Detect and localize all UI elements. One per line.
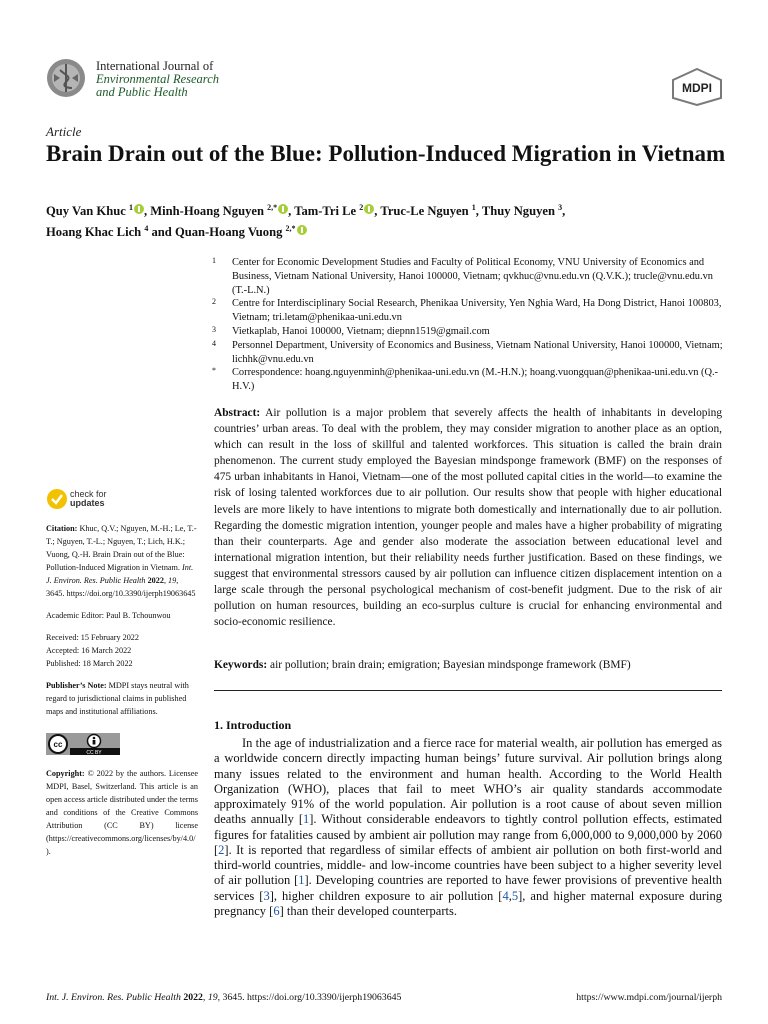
footer-volume: 19 [207,992,218,1003]
author-list [46,199,726,241]
affiliation-number: 4 [212,338,216,348]
author-affiliation-marker: 1 [471,203,476,212]
section-heading-introduction: 1. Introduction [214,718,292,732]
journal-header [46,58,726,106]
editor-label: Academic Editor: [46,611,104,620]
introduction-text: ] than their developed counterparts. [279,903,457,918]
author-name[interactable]: Minh-Hoang Nguyen [150,204,268,219]
article-type: Article [46,124,82,139]
keywords-text: air pollution; brain drain; emigration; Bayesian mindsponge framework (BMF) [270,659,631,671]
introduction-text: ], higher children exposure to air pollution [ [269,888,503,903]
citation-reference-link[interactable]: 1 [298,873,305,888]
copyright [46,767,198,858]
article-sidebar [46,488,198,867]
affiliation-item [212,339,724,367]
orcid-icon[interactable] [134,204,144,214]
copyright-text: © 2022 by the authors. Licensee MDPI, Basel, Switzerland. This article is an open access article distributed under the terms and conditions of the Creative Commons Attribution (CC BY) license (https://creativecommons.org/licenses/by/4.0/). [46,769,199,856]
check-for-updates-button[interactable] [46,488,198,516]
author-affiliation-marker: 2,* [285,224,296,234]
introduction-text: ]. It is reported that regardless of similar effects of ambient air pollution on both first-world and third-world countries, middle- and low-income countries have been subject to a higher severity level of air pollution [ [214,842,722,888]
copyright-label: Copyright: [46,769,85,778]
journal-logo-icon [46,58,86,98]
svg-text:CC BY: CC BY [86,750,102,755]
affiliation-item [212,325,724,339]
author-separator: , [475,204,482,219]
check-updates-line1: check for [70,489,107,499]
affiliation-item [212,366,724,394]
author-affiliation-marker: 4 [144,224,149,234]
keywords [214,657,722,673]
author-separator: , [143,204,151,219]
citation-reference-link[interactable]: 3 [263,888,270,903]
footer-citation: Int. J. Environ. Res. Public Health 2022, 19, 3645. https://doi.org/10.3390/ijerph19063645 [46,992,402,1003]
citation-reference-link[interactable]: 6 [273,903,280,918]
publisher-note [46,679,198,718]
footer-year: 2022 [183,992,203,1003]
affiliation-number: * [212,366,216,376]
publisher-note-text: MDPI stays neutral with regard to jurisdictional claims in published maps and institutional affiliations. [46,681,189,716]
abstract [214,405,722,630]
journal-name [96,60,219,99]
author-affiliation-marker: 2 [359,203,364,212]
citation-journal: Int. J. Environ. Res. Public Health [46,563,194,585]
citation: Citation: Khuc, Q.V.; Nguyen, M.-H.; Le, T.-T.; Nguyen, T.-L.; Nguyen, T.; Lich, H.K.; Vuong, Q.-H. Brain Drain out of the Blue: Pollution-Induced Migration in Vietnam. Int. J. Environ. Res. Public Health 2022, 19, 3645. https://doi.org/10.3390/ijerph19063645 [46,524,197,598]
orcid-icon[interactable] [364,204,374,214]
author-name[interactable]: Quy Van Khuc [46,204,129,219]
citation-reference-link[interactable]: 2 [218,842,225,857]
introduction-text: In the age of industrialization and a fierce race for material wealth, air pollution has emerged as a worldwide concern directly impacting human beings’ future survival. Air pollution brings along many issues related to the environment and human health. According to the World Health Organization (WHO), places that fail to meet WHO’s air quality standards accommodate approximately 91% of the world population. Air pollution is a root cause of about seven million deaths annually [ [214,736,722,827]
abstract-label: Abstract: [214,407,261,419]
affiliation-text: Center for Economic Development Studies and Faculty of Political Economy, VNU University of Economics and Business, Vietnam National University, Hanoi 100000, Vietnam; qvkhuc@vnu.edu.vn (Q.V.K.); trucle@vnu.edu.vn (T.-L.N.) [232,257,713,296]
author-separator: and [148,225,175,240]
introduction-text: ]. Without considerable endeavors to tightly control pollution effects, estimated figures for fatalities caused by ambient air pollution may range from 6,000,000 to 9,000,000 by 2060 [ [214,812,722,857]
journal-name-line2: Environmental Research [96,72,219,86]
author-affiliation-marker: 1 [128,203,133,212]
introduction-text: , [508,888,512,903]
author-separator: , [374,204,381,219]
author-name[interactable]: Tam-Tri Le [294,204,360,219]
svg-text:cc: cc [53,740,63,749]
author-name[interactable]: Thuy Nguyen [481,204,559,219]
orcid-icon[interactable] [297,225,307,235]
section-divider [214,690,722,691]
citation-page: , 3645. [46,576,179,598]
affiliation-text: Vietkaplab, Hanoi 100000, Vietnam; diepnn1519@gmail.com [232,325,490,337]
keywords-label: Keywords: [214,659,268,671]
affiliation-text: Centre for Interdisciplinary Social Research, Phenikaa University, Yen Nghia Ward, Ha Dong District, Hanoi 100803, Vietnam; tri.letam@phenikaa-uni.edu.vn [232,298,722,324]
citation-text: Khuc, Q.V.; Nguyen, M.-H.; Le, T.-T.; Nguyen, T.-L.; Nguyen, T.; Lich, H.K.; Vuong, Q.-H. Brain Drain out of the Blue: Pollution-Induced Migration in Vietnam. [46,524,197,572]
author-name[interactable]: Truc-Le Nguyen [380,204,472,219]
check-updates-label [70,490,107,508]
affiliation-text: Personnel Department, University of Economics and Business, Vietnam National University, Hanoi 100000, Vietnam; lichhk@vnu.edu.vn [232,339,723,365]
author-separator: , [288,204,295,219]
citation-reference-link[interactable]: 4 [502,888,509,903]
academic-editor [46,609,198,622]
article-title: Brain Drain out of the Blue: Pollution-Induced Migration in Vietnam [46,141,726,166]
citation-label: Citation: [46,524,78,533]
citation-volume: 19 [168,576,177,585]
accepted-date: Accepted: 16 March 2022 [46,646,132,655]
editor-name: Paul B. Tchounwou [106,611,171,620]
publisher-note-label: Publisher’s Note: [46,681,107,690]
author-affiliation-marker: 2,* [267,203,278,212]
abstract-text: Air pollution is a major problem that severely affects the health of inhabitants in developing countries’ urban areas. To deal with the problem, they may consider migration to another place as an option, which can result in the loss of skillful and talented workforces. This situation is called the brain drain phenomenon. The current study employed the Bayesian mindsponge framework (BMF) on the responses of 475 urban inhabitants in Hanoi, Vietnam—one of the most polluted capital cities in the world—to examine the risk of losing talented workforces due to air pollution. Our results show that people with higher educational levels are more likely to have intentions to migrate both domestically and internationally due to air pollution. Regarding the domestic migration intention, younger people and males have a higher probability of migrating than their counterparts. Age and gender also moderate the association between educational level and international migration intention, but their reliability needs further justification. Based on these findings, we suggest that environmental stressors caused by air pollution can influence citizen displacement intention on a large scale through the personal psychological mechanism of cost-benefit judgment. Due to the risk of air pollution on human resources, building an eco-surplus culture is crucial for enhancing environmental and socio-economic resilience. [214,407,723,629]
affiliation-number: 1 [212,256,216,265]
orcid-icon[interactable] [278,204,288,214]
published-date: Published: 18 March 2022 [46,659,133,668]
affiliation-number: 2 [212,297,216,307]
affiliation-item [212,256,724,297]
author-name[interactable]: Hoang Khac Lich [46,225,145,240]
footer-doi[interactable]: , 3645. https://doi.org/10.3390/ijerph19063645 [217,992,402,1003]
citation-year: 2022 [147,576,164,585]
check-updates-icon [46,488,68,510]
check-updates-line2: updates [70,498,105,508]
author-separator: , [562,204,566,219]
footer-journal: Int. J. Environ. Res. Public Health [46,992,181,1003]
affiliations [212,256,724,394]
journal-name-line3: and Public Health [96,85,188,99]
mdpi-logo-icon [670,68,724,106]
introduction-paragraph [214,736,722,919]
journal-name-line1: International Journal of [96,59,214,73]
affiliation-item [212,297,724,325]
introduction-text: ], and higher maternal exposure during pregnancy [ [214,888,723,918]
footer-journal-url[interactable]: https://www.mdpi.com/journal/ijerph [576,992,722,1003]
svg-text:MDPI: MDPI [682,81,712,95]
introduction-text: ]. Developing countries are reported to have fewer provisions of preventive health services [ [214,873,722,903]
citation-doi-link[interactable]: https://doi.org/10.3390/ijerph19063645 [66,589,196,598]
citation-reference-link[interactable]: 5 [511,888,519,903]
affiliation-number: 3 [212,324,216,334]
received-date: Received: 15 February 2022 [46,633,139,642]
author-name[interactable]: Quan-Hoang Vuong [174,225,286,240]
author-affiliation-marker: 3 [558,203,563,212]
cc-by-license-icon[interactable] [46,733,120,755]
publication-dates [46,631,198,670]
affiliation-text: Correspondence: hoang.nguyenminh@phenikaa-uni.edu.vn (M.-H.N.); hoang.vuongquan@phenikaa-uni.edu.vn (Q.-H.V.) [232,367,719,393]
citation-reference-link[interactable]: 1 [303,812,310,827]
